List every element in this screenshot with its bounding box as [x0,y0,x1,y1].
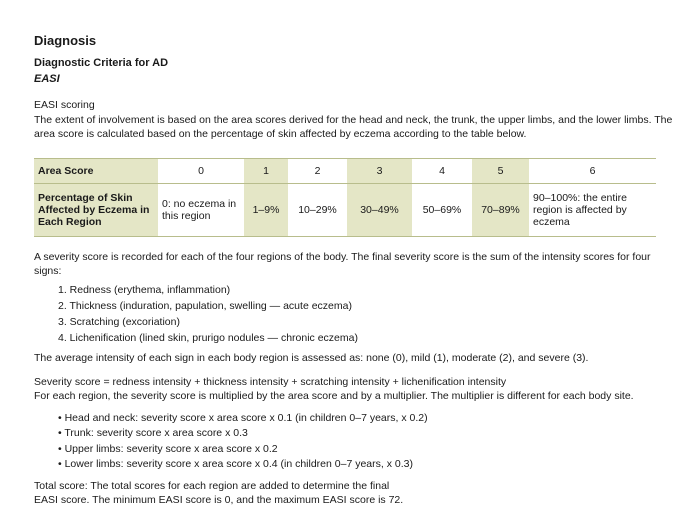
severity-formula: Severity score = redness intensity + thickness intensity + scratching intensity + lichenification intensity [34,376,507,388]
list-item: 1. Redness (erythema, inflammation) [58,284,231,296]
list-item: • Lower limbs: severity score x area score x 0.4 (in children 0–7 years, x 0.3) [58,458,413,470]
table-cell: 0: no eczema in this region [158,184,244,237]
table-cell: 2 [288,159,347,184]
total-score-text: EASI score. The minimum EASI score is 0, and the maximum EASI score is 72. [34,494,404,506]
multiplier-note: For each region, the severity score is multiplied by the area score and by a multiplier. The multiplier is different for each body site. [34,390,634,402]
area-score-table [34,158,656,237]
list-item: • Upper limbs: severity score x area score x 0.2 [58,443,278,455]
table-cell: 5 [472,159,529,184]
list-item: 4. Lichenification (lined skin, prurigo nodules — chronic eczema) [58,332,358,344]
table-cell: 30–49% [347,184,412,237]
table-cell: 1–9% [244,184,288,237]
average-intensity-text: The average intensity of each sign in each body region is assessed as: none (0), mild (1), moderate (2), and severe (3). [34,352,589,364]
page-title: Diagnosis [34,33,97,48]
list-item: • Trunk: severity score x area score x 0.3 [58,427,248,439]
list-item: • Head and neck: severity score x area score x 0.1 (in children 0–7 years, x 0.2) [58,412,428,424]
intro-paragraph: The extent of involvement is based on the area scores derived for the head and neck, the trunk, the upper limbs, and the lower limbs. The area score is calculated based on the percentage of skin affected by eczema according to the table below. [34,114,673,140]
table-cell: 0 [158,159,244,184]
table-cell: 90–100%: the entire region is affected by eczema [529,184,656,237]
list-item: 3. Scratching (excoriation) [58,316,180,328]
total-score-text: Total score: The total scores for each region are added to determine the final [34,480,390,492]
table-cell: 50–69% [412,184,472,237]
row-header-area-score: Area Score [34,159,158,184]
table-cell: 1 [244,159,288,184]
severity-intro: A severity score is recorded for each of the four regions of the body. The final severity score is the sum of the intensity scores for four signs: [34,251,651,277]
table-row [34,159,656,184]
table-cell: 10–29% [288,184,347,237]
table-cell: 4 [412,159,472,184]
table-cell: 6 [529,159,656,184]
row-header-percentage: Percentage of Skin Affected by Eczema in Each Region [34,184,158,237]
table-cell: 70–89% [472,184,529,237]
section-subtitle: EASI [34,73,60,85]
section-title: Diagnostic Criteria for AD [34,57,169,69]
scoring-label: EASI scoring [34,99,95,111]
table-cell: 3 [347,159,412,184]
list-item: 2. Thickness (induration, papulation, swelling — acute eczema) [58,300,352,312]
table-row [34,184,656,237]
